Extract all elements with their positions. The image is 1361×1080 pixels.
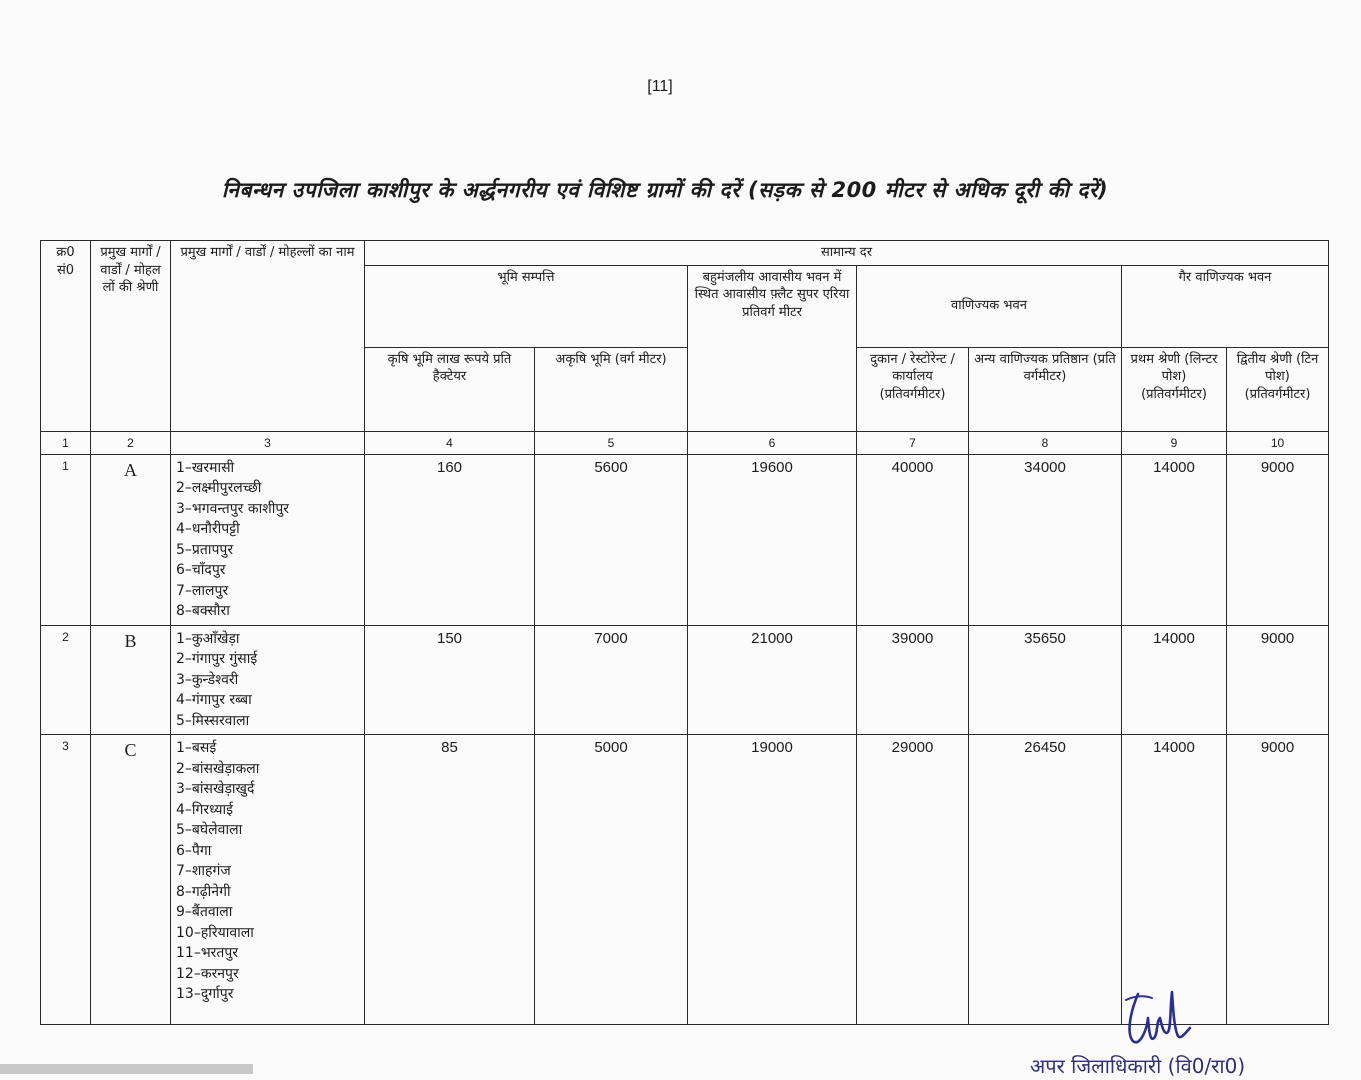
village-item: 1–बसई: [176, 740, 217, 757]
agri-land-rate: 85: [365, 735, 535, 1025]
document-title: निबन्धन उपजिला काशीपुर के अर्द्धनगरीय एवं विशिष्ट ग्रामों की दरें (सड़क से 200 मीटर से अधिक दूरी की दरें): [221, 178, 1109, 202]
second-class-rate: 9000: [1227, 625, 1329, 735]
agri-land-rate: 160: [365, 454, 535, 625]
row-category: A: [91, 454, 171, 625]
village-item: 5–मिस्सरवाला: [176, 712, 250, 729]
column-number: 1: [41, 431, 91, 454]
first-class-rate: 14000: [1122, 454, 1227, 625]
table-row: [41, 735, 1329, 1025]
second-class-rate: 9000: [1227, 454, 1329, 625]
scan-edge-bar: [0, 1064, 253, 1074]
village-list: [176, 738, 359, 1005]
table-row: [41, 454, 1329, 625]
village-item: 7–लालपुर: [176, 582, 229, 599]
village-item: 6–चाँदपुर: [176, 562, 226, 579]
shop-rate: 39000: [857, 625, 969, 735]
other-commercial-rate: 26450: [969, 735, 1122, 1025]
village-item: 11–भरतपुर: [176, 945, 239, 962]
row-serial: 2: [41, 625, 91, 735]
header-category: प्रमुख मार्गों / वार्डों / मोहल लों की श्रेणी: [91, 241, 171, 432]
row-category: C: [91, 735, 171, 1025]
first-class-rate: 14000: [1122, 735, 1227, 1025]
header-non-commercial: गैर वाणिज्यक भवन: [1122, 265, 1329, 347]
village-list: [176, 458, 359, 622]
first-class-rate: 14000: [1122, 625, 1227, 735]
village-item: 2–लक्ष्मीपुरलच्छी: [176, 480, 262, 497]
signature-image: [1118, 988, 1198, 1058]
header-other-commercial: अन्य वाणिज्यक प्रतिष्ठान (प्रति वर्गमीटर): [969, 347, 1122, 431]
column-number: 5: [535, 431, 688, 454]
header-non-agri-land: अकृषि भूमि (वर्ग मीटर): [535, 347, 688, 431]
village-item: 2–बांसखेड़ाकला: [176, 760, 260, 777]
village-item: 3–कुन्डेश्वरी: [176, 671, 239, 688]
column-number: 8: [969, 431, 1122, 454]
non-agri-land-rate: 5600: [535, 454, 688, 625]
village-item: 4–गिरध्याई: [176, 801, 234, 818]
village-list-cell: [171, 625, 365, 735]
header-second-class: द्वितीय श्रेणी (टिन पोश) (प्रतिवर्गमीटर): [1227, 347, 1329, 431]
row-category: B: [91, 625, 171, 735]
other-commercial-rate: 34000: [969, 454, 1122, 625]
village-item: 10–हरियावाला: [176, 924, 254, 941]
village-item: 2–गंगापुर गुंसाई: [176, 651, 258, 668]
shop-rate: 29000: [857, 735, 969, 1025]
shop-rate: 40000: [857, 454, 969, 625]
row-serial: 3: [41, 735, 91, 1025]
column-number: 9: [1122, 431, 1227, 454]
village-item: 13–दुर्गापुर: [176, 986, 234, 1003]
designation-text: अपर जिलाधिकारी (वि0/रा0): [1030, 1054, 1246, 1078]
village-item: 5–प्रतापपुर: [176, 541, 234, 558]
column-number: 2: [91, 431, 171, 454]
header-general-rate: सामान्य दर: [365, 241, 1329, 266]
header-commercial: वाणिज्यक भवन: [857, 265, 1122, 347]
column-number: 3: [171, 431, 365, 454]
header-flat: बहुमंजलीय आवासीय भवन में स्थित आवासीय फ़्लैट सुपर एरिया प्रतिवर्ग मीटर: [688, 265, 857, 431]
village-item: 5–बघेलेवाला: [176, 822, 243, 839]
village-list: [176, 629, 359, 732]
village-item: 8–बक्सौरा: [176, 603, 230, 620]
non-agri-land-rate: 7000: [535, 625, 688, 735]
village-item: 4–गंगापुर रब्बा: [176, 692, 252, 709]
page-number: [11]: [647, 78, 673, 95]
column-number: 7: [857, 431, 969, 454]
header-first-class: प्रथम श्रेणी (लिन्टर पोश) (प्रतिवर्गमीटर): [1122, 347, 1227, 431]
column-number: 10: [1227, 431, 1329, 454]
village-item: 3–भगवन्तपुर काशीपुर: [176, 500, 290, 517]
column-number: 6: [688, 431, 857, 454]
village-item: 7–शाहगंज: [176, 863, 231, 880]
agri-land-rate: 150: [365, 625, 535, 735]
header-names: प्रमुख मार्गों / वार्डों / मोहल्लों का नाम: [171, 241, 365, 432]
village-item: 1–खरमासी: [176, 459, 235, 476]
village-item: 9–बैंतवाला: [176, 904, 233, 921]
header-shop: दुकान / रेस्टोरेन्ट / कार्यालय (प्रतिवर्गमीटर): [857, 347, 969, 431]
row-serial: 1: [41, 454, 91, 625]
village-item: 6–पैगा: [176, 842, 212, 859]
flat-rate: 19600: [688, 454, 857, 625]
other-commercial-rate: 35650: [969, 625, 1122, 735]
flat-rate: 21000: [688, 625, 857, 735]
header-agri-land: कृषि भूमि लाख रूपये प्रति हैक्टेयर: [365, 347, 535, 431]
village-list-cell: [171, 454, 365, 625]
village-item: 3–बांसखेड़ाखुर्द: [176, 781, 255, 798]
non-agri-land-rate: 5000: [535, 735, 688, 1025]
second-class-rate: 9000: [1227, 735, 1329, 1025]
header-land-property: भूमि सम्पत्ति: [365, 265, 688, 347]
village-item: 8–गढ़ीनेगी: [176, 883, 231, 900]
village-list-cell: [171, 735, 365, 1025]
table-row: [41, 625, 1329, 735]
rates-table: [40, 240, 1329, 1025]
flat-rate: 19000: [688, 735, 857, 1025]
header-serial: क्र0 सं0: [41, 241, 91, 432]
column-number: 4: [365, 431, 535, 454]
village-item: 4–धनौरीपट्टी: [176, 521, 240, 538]
village-item: 1–कुआँखेड़ा: [176, 630, 240, 647]
village-item: 12–करनपुर: [176, 965, 239, 982]
